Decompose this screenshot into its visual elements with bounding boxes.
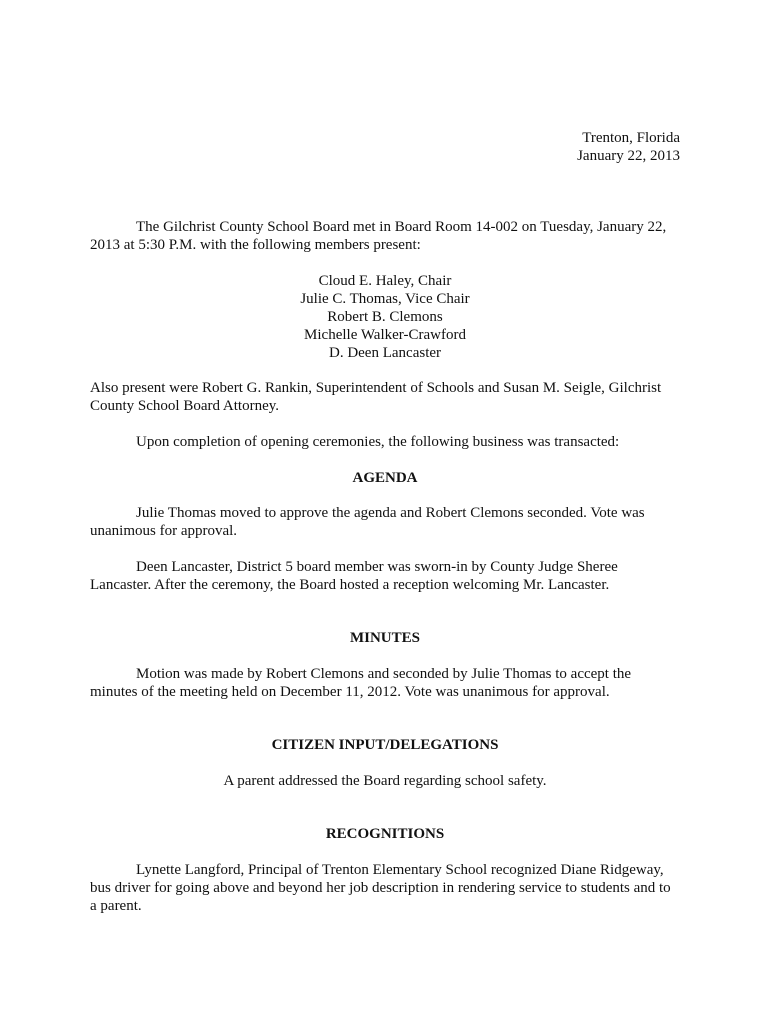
- member-item: Robert B. Clemons: [327, 309, 443, 325]
- recognitions-heading: RECOGNITIONS: [325, 826, 445, 842]
- minutes-paragraph: Motion was made by Robert Clemons and seconded by Julie Thomas to accept the minutes of the meeting held on December 11, 2012. Vote was unanimous for approval.: [90, 666, 632, 700]
- recognitions-paragraph: Lynette Langford, Principal of Trenton Elementary School recognized Diane Ridgeway, bus driver for going above and beyond her job description in rendering service to students and to a parent.: [90, 862, 671, 914]
- dateline-date: January 22, 2013: [577, 148, 680, 164]
- agenda-paragraph-2: Deen Lancaster, District 5 board member was sworn-in by County Judge Sheree Lancaster. After the ceremony, the Board hosted a reception welcoming Mr. Lancaster.: [90, 559, 618, 593]
- members-list: [90, 272, 680, 362]
- agenda-heading: AGENDA: [352, 470, 418, 486]
- citizen-paragraph: A parent addressed the Board regarding school safety.: [223, 773, 547, 789]
- also-present-paragraph: Also present were Robert G. Rankin, Superintendent of Schools and Susan M. Seigle, Gilchrist County School Board Attorney.: [90, 380, 662, 414]
- dateline-place: Trenton, Florida: [582, 130, 680, 146]
- member-item: Cloud E. Haley, Chair: [318, 273, 452, 289]
- dateline: [577, 129, 680, 165]
- agenda-paragraph-1: Julie Thomas moved to approve the agenda and Robert Clemons seconded. Vote was unanimous for approval.: [90, 505, 645, 539]
- intro-paragraph: The Gilchrist County School Board met in Board Room 14-002 on Tuesday, January 22, 2013 at 5:30 P.M. with the following members present:: [90, 219, 667, 253]
- member-item: D. Deen Lancaster: [328, 345, 442, 361]
- member-item: Julie C. Thomas, Vice Chair: [300, 291, 470, 307]
- member-item: Michelle Walker-Crawford: [304, 327, 466, 343]
- minutes-heading: MINUTES: [349, 630, 420, 646]
- citizen-heading: CITIZEN INPUT/DELEGATIONS: [271, 737, 499, 753]
- opening-paragraph: Upon completion of opening ceremonies, the following business was transacted:: [136, 434, 620, 450]
